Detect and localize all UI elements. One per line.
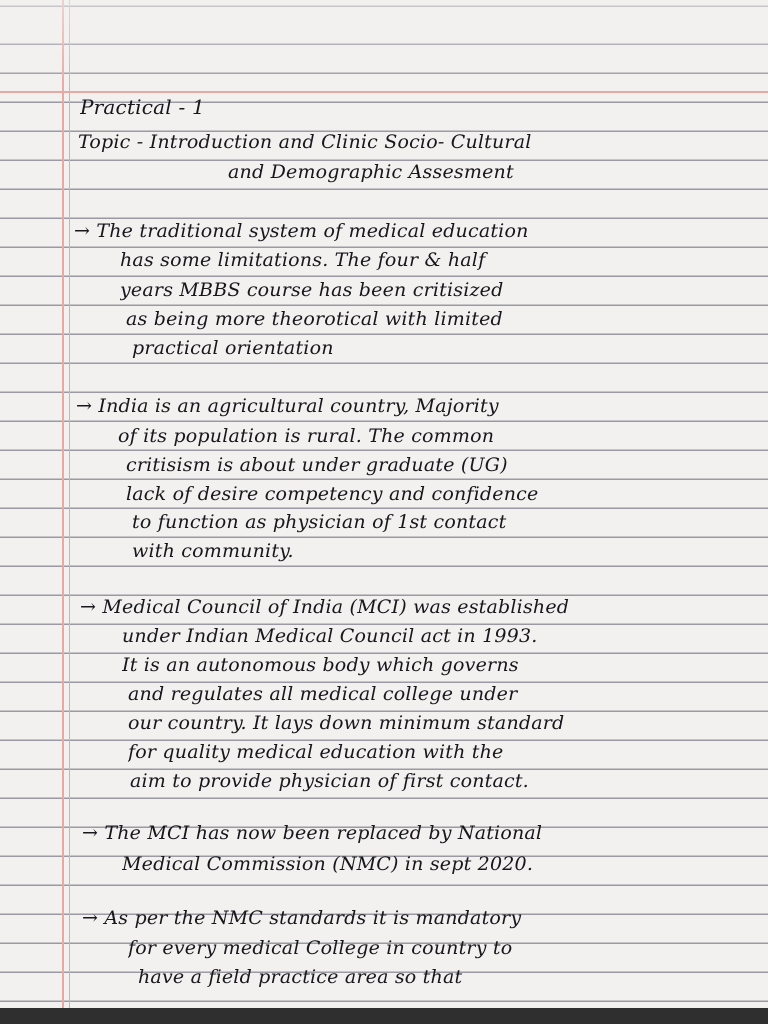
para1-line4: as being more theorotical with limited [126,308,503,330]
topic-line-1: Topic - Introduction and Clinic Socio- Cultural [78,131,532,153]
para1-line2: has some limitations. The four & half [120,249,486,271]
table-edge [0,1008,768,1024]
para5-line1: → As per the NMC standards it is mandatory [82,907,522,929]
para3-line6: for quality medical education with the [128,741,504,763]
para2-line1: → India is an agricultural country, Majority [76,395,499,417]
para1-line5: practical orientation [132,337,334,359]
para3-line5: our country. It lays down minimum standard [128,712,565,734]
para2-line3: critisism is about under graduate (UG) [126,454,508,476]
para1-line1: → The traditional system of medical education [74,220,529,242]
para3-line7: aim to provide physician of first contact. [130,770,529,792]
para3-line3: It is an autonomous body which governs [122,654,519,676]
para2-line2: of its population is rural. The common [118,425,495,447]
para3-line4: and regulates all medical college under [128,683,518,705]
practical-title: Practical - 1 [80,96,205,118]
para5-line3: have a field practice area so that [138,966,463,988]
para4-line1: → The MCI has now been replaced by National [82,822,543,844]
para3-line2: under Indian Medical Council act in 1993. [122,625,538,647]
para2-line4: lack of desire competency and confidence [126,483,539,505]
para4-line2: Medical Commission (NMC) in sept 2020. [122,853,534,875]
para2-line6: with community. [132,540,294,562]
top-margin-line [0,91,768,93]
para2-line5: to function as physician of 1st contact [132,511,507,533]
para3-line1: → Medical Council of India (MCI) was established [80,596,570,618]
para1-line3: years MBBS course has been critisized [120,279,504,301]
topic-line-2: and Demographic Assesment [228,161,514,183]
para5-line2: for every medical College in country to [128,937,513,959]
